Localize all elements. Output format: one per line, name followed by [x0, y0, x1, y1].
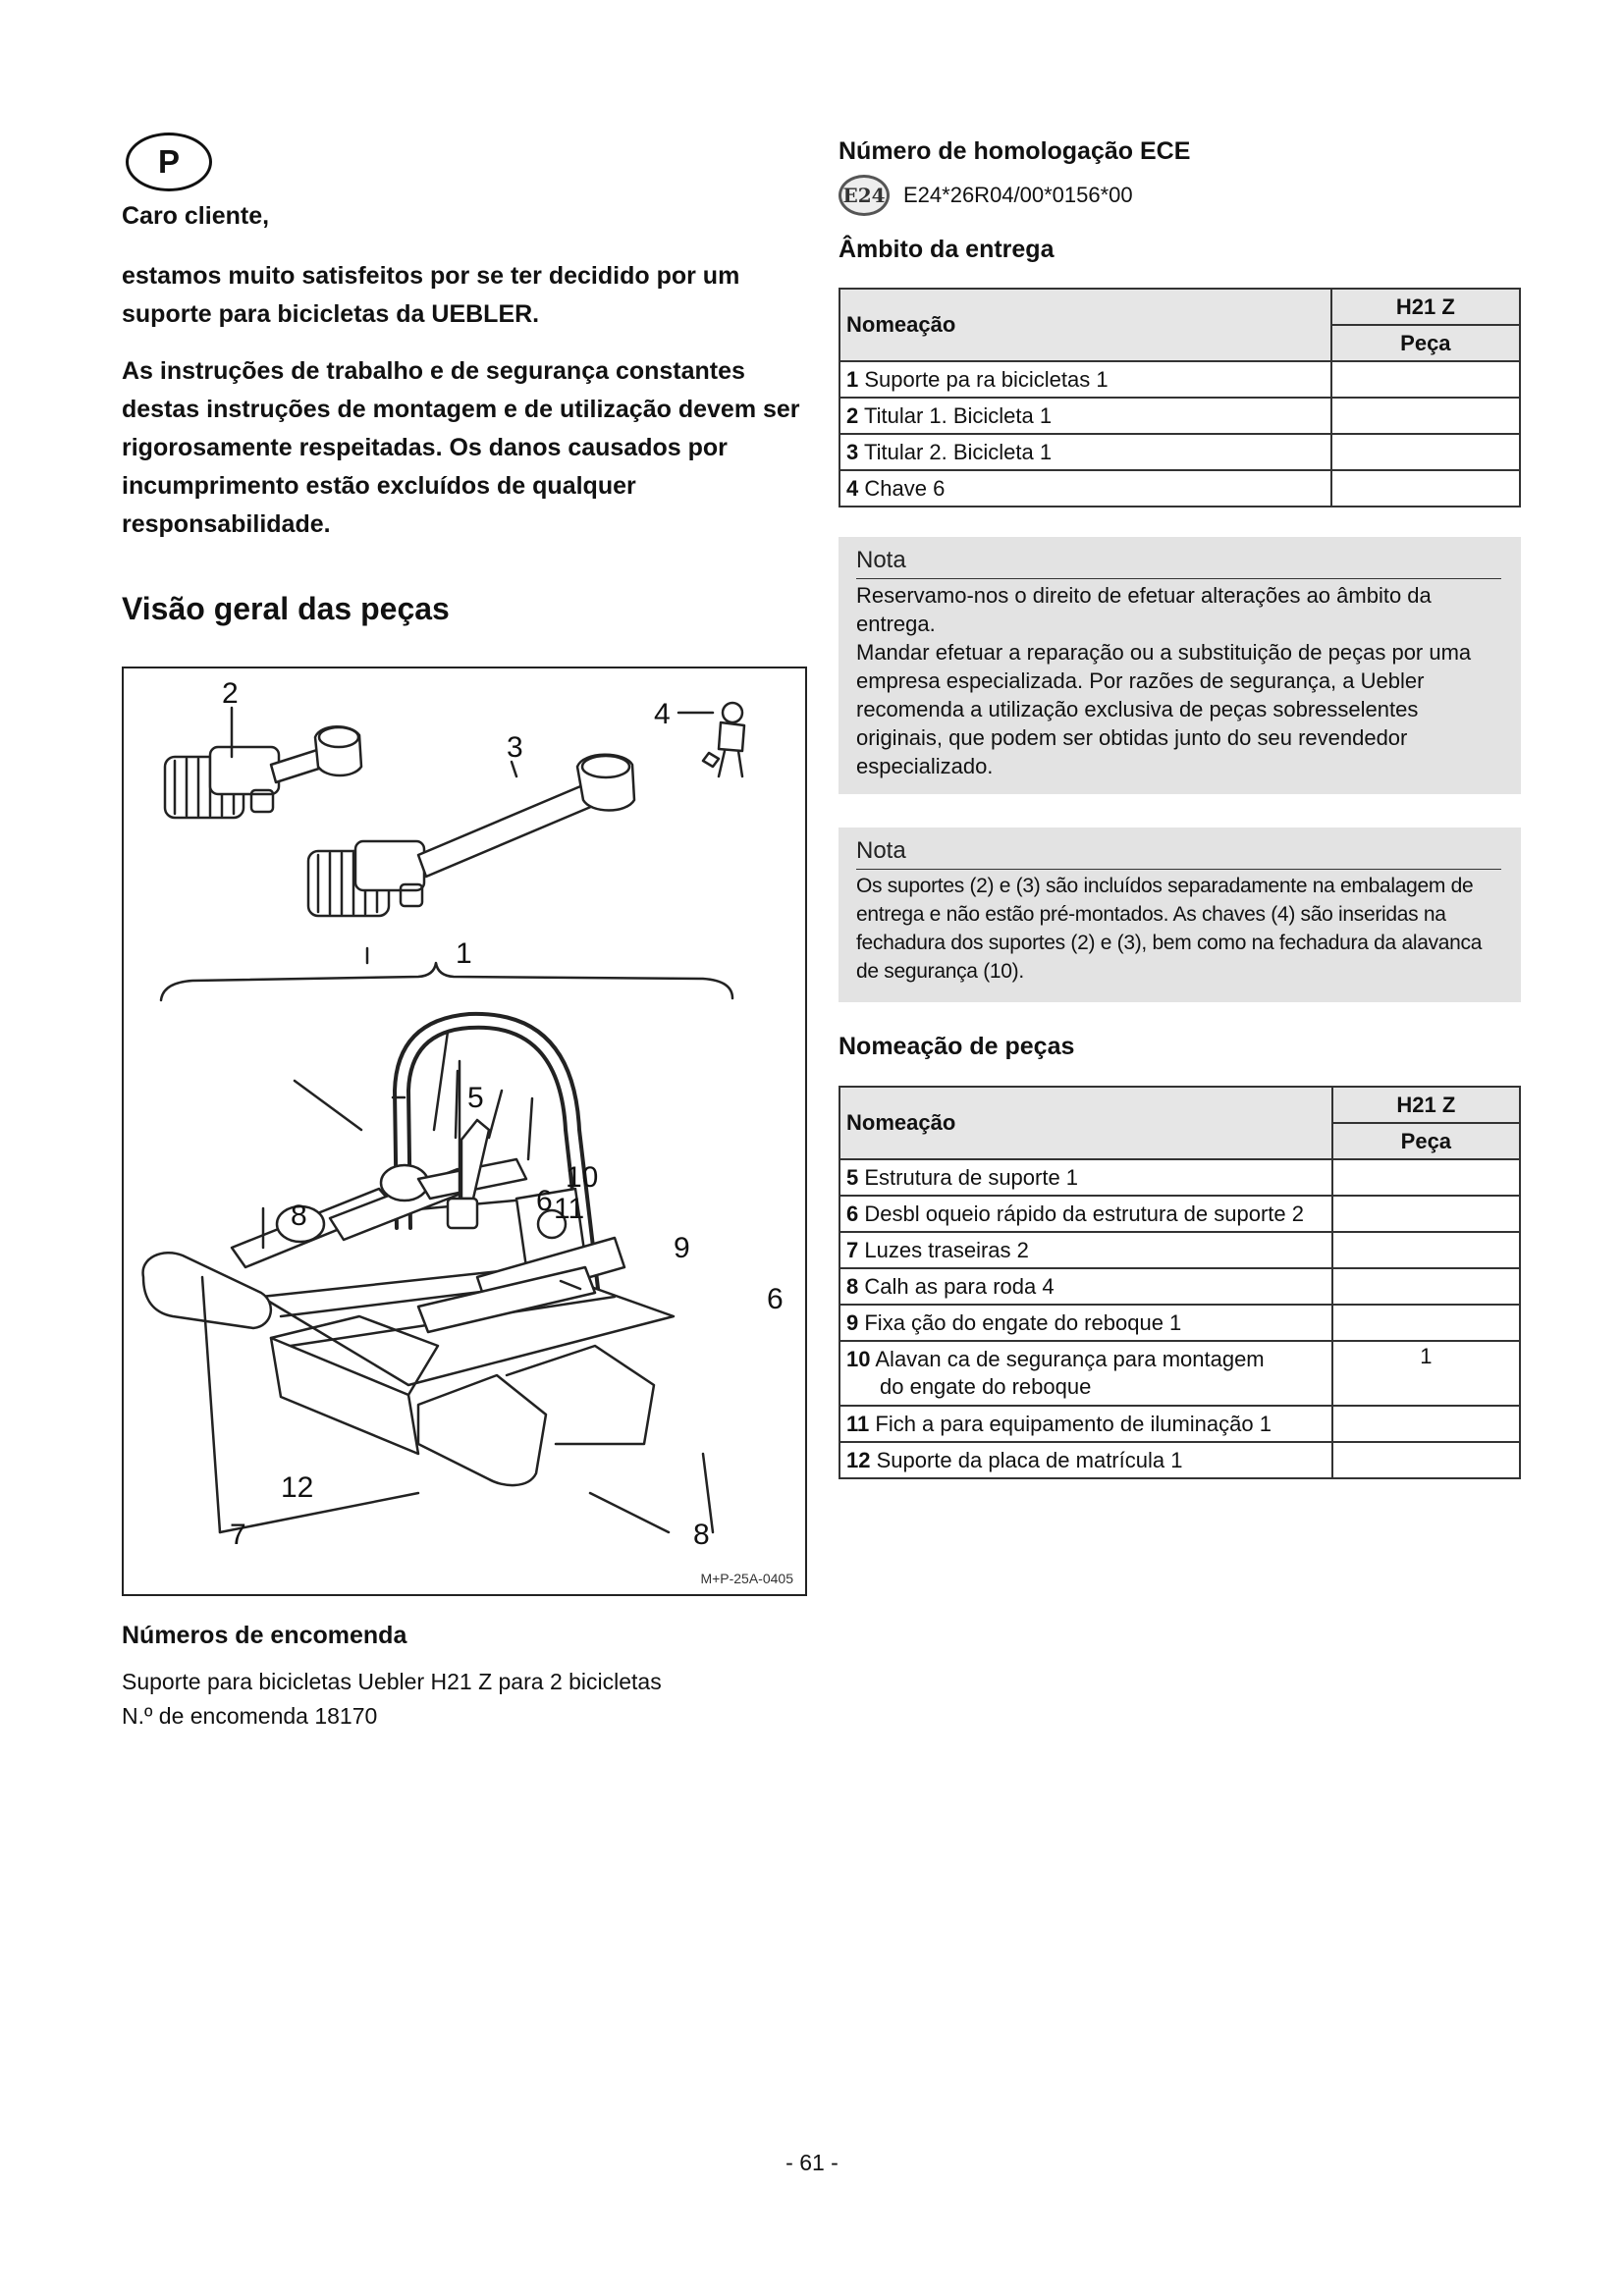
figure-code: M+P-25A-0405 [700, 1571, 793, 1586]
scope-header-name: Nomeação [839, 289, 1331, 361]
ece-mark-icon: E24 [839, 175, 890, 216]
note-2-title: Nota [856, 837, 1501, 870]
note-box-2 [839, 828, 1521, 1002]
callout-9: 9 [674, 1232, 690, 1264]
callout-12: 12 [281, 1471, 314, 1504]
table-row: 8 Calh as para roda 4 [839, 1268, 1520, 1305]
ece-row [839, 175, 1133, 216]
note-1-title: Nota [856, 547, 1501, 579]
table-row: 9 Fixa ção do engate do reboque 1 [839, 1305, 1520, 1341]
page-number: - 61 - [785, 2150, 839, 2175]
overview-title: Visão geral das peças [122, 591, 450, 626]
callout-7: 7 [230, 1519, 246, 1551]
callout-1: 1 [456, 937, 472, 970]
note-2-text: Os suportes (2) e (3) são incluídos separadamente na embalagem de entrega e não estão pré-montados. As chaves (4) são inseridas na fechadura dos suportes (2) e (3), bem como na fechadura da alavanca de segurança (10). [856, 875, 1483, 983]
callout-2: 2 [222, 677, 239, 710]
ece-number: E24*26R04/00*0156*00 [903, 183, 1133, 207]
table-row: 12 Suporte da placa de matrícula 1 [839, 1442, 1520, 1478]
table-row: 10 Alavan ca de segurança para montagem do engate do reboque 1 [839, 1341, 1520, 1406]
order-line-1: Suporte para bicicletas Uebler H21 Z para 2 bicicletas [122, 1669, 662, 1694]
order-numbers-title: Números de encomenda [122, 1622, 407, 1649]
greeting: Caro cliente, [122, 202, 270, 230]
callout-3: 3 [507, 731, 523, 764]
ece-title: Número de homologação ECE [839, 137, 1191, 165]
scope-header-model: H21 Z [1331, 289, 1520, 325]
table-row: 5 Estrutura de suporte 1 [839, 1159, 1520, 1196]
callout-6b: 6 [767, 1283, 784, 1315]
table-row: 1 Suporte pa ra bicicletas 1 [839, 361, 1520, 398]
table-row: 6 Desbl oqueio rápido da estrutura de suporte 2 [839, 1196, 1520, 1232]
intro-paragraph-1: estamos muito satisfeitos por se ter decidido por um suporte para bicicletas da UEBLER. [122, 262, 740, 328]
names-header-name: Nomeação [839, 1087, 1332, 1159]
bike-carrier-drawing [143, 1014, 674, 1485]
callout-11: 11 [554, 1193, 585, 1225]
callout-4: 4 [654, 698, 671, 730]
parts-overview-figure [122, 667, 807, 1596]
parts-illustration [124, 668, 809, 1598]
table-row: 2 Titular 1. Bicicleta 1 [839, 398, 1520, 434]
table-row: 4 Chave 6 [839, 470, 1520, 507]
scope-header-part: Peça [1331, 325, 1520, 361]
language-badge: P [126, 133, 212, 191]
names-header-model: H21 Z [1332, 1087, 1520, 1123]
callout-6a: 6 [536, 1185, 553, 1217]
order-line-2: N.º de encomenda 18170 [122, 1703, 378, 1729]
callout-5: 5 [467, 1082, 484, 1114]
holder-3-drawing [308, 755, 634, 916]
note-1-text-1: Reservamo-nos o direito de efetuar alterações ao âmbito da entrega. [856, 583, 1432, 636]
scope-title: Âmbito da entrega [839, 236, 1055, 263]
intro-paragraph-2: As instruções de trabalho e de segurança constantes destas instruções de montagem e de utilização devem ser rigorosamente respeitadas. Os danos causados por incumprimento estão excluídos de qualquer responsabilidade. [122, 357, 800, 538]
part-names-title: Nomeação de peças [839, 1033, 1075, 1060]
table-row: 3 Titular 2. Bicicleta 1 [839, 434, 1520, 470]
table-row: 7 Luzes traseiras 2 [839, 1232, 1520, 1268]
callout-8a: 8 [291, 1200, 307, 1232]
part-names-table [839, 1086, 1521, 1479]
note-1-text-2: Mandar efetuar a reparação ou a substituição de peças por uma empresa especializada. Por razões de segurança, a Uebler recomenda a utilização exclusiva de peças sobresselentes originais, que podem ser obtidas junto do seu revendedor especializado. [856, 640, 1472, 778]
names-header-part: Peça [1332, 1123, 1520, 1159]
holder-2-drawing [165, 726, 361, 818]
scope-table [839, 288, 1521, 507]
callout-10: 10 [566, 1161, 599, 1194]
table-row: 11 Fich a para equipamento de iluminação 1 [839, 1406, 1520, 1442]
note-box-1 [839, 537, 1521, 794]
callout-8b: 8 [693, 1519, 710, 1551]
